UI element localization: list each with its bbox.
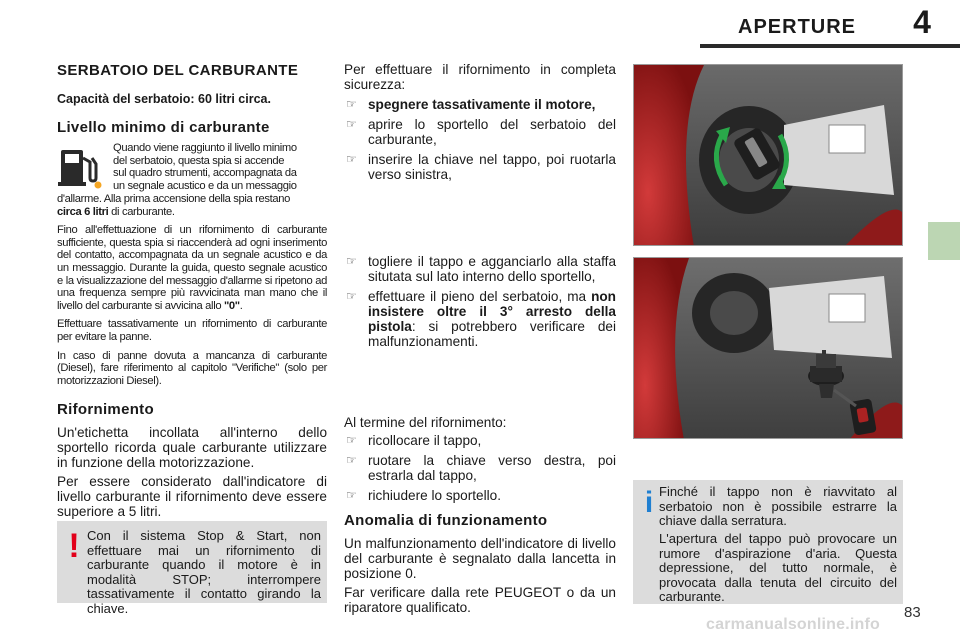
stop-start-note-text: Con il sistema Stop & Start, non effettuare mai un rifornimento di carburante quando il motore è in modalità STOP; interrompere tassativamente il contatto girando la chiave. — [87, 528, 321, 616]
page-header — [0, 0, 960, 50]
step-open-flap: ☞ aprire lo sportello del serbatoio del carburante, — [346, 117, 616, 147]
warning-lines — [113, 142, 327, 192]
column-middle — [344, 62, 616, 187]
exclamation-icon: ! — [68, 527, 80, 565]
stop-start-warning-box — [57, 521, 327, 616]
step-turn-key: ☞ ruotare la chiave verso destra, poi estrarla dal tappo, — [346, 453, 616, 483]
fuel-cap-key-illustration — [633, 64, 903, 246]
procedure-steps-b — [344, 254, 616, 349]
refuel-end-text: . — [239, 299, 243, 312]
refuel-text: Fino all'effettuazione di un rifornimento di carburante sufficiente, questa spia si riaccenderà ad ogni inserimento del contatto, accompagnata da un segnale acustico e da un messaggio. Durante la guida, questo segnale acustico e la visualizzazione del messaggio d'allarme si ripetono ad una frequenza sempre più ravvicinata man mano che il livello del carburante si avvicina allo — [57, 224, 327, 312]
refill-paragraph-2: Per essere considerato dall'indicatore di livello carburante il rifornimento deve essere superiore a 5 litri. — [57, 474, 327, 520]
pointer-icon: ☞ — [346, 97, 357, 111]
anomaly-heading: Anomalia di funzionamento — [344, 512, 548, 529]
pointer-icon: ☞ — [346, 488, 357, 502]
step-fill-tank: ☞ effettuare il pieno del serbatoio, ma non insistere oltre il 3° arresto della pistola: si potrebbero verificare dei malfunzionamenti. — [346, 289, 616, 349]
chapter-number: 4 — [913, 4, 931, 40]
step-replace-cap: ☞ ricollocare il tappo, — [346, 433, 482, 448]
pointer-icon: ☞ — [346, 254, 357, 268]
info-paragraph-1: Finché il tappo non è riavvitato al serbatoio non è possibile estrarre la chiave dalla serratura. — [659, 484, 897, 528]
procedure-intro: Per effettuare il rifornimento in completa sicurezza: — [344, 62, 616, 92]
fuel-warning-block — [57, 142, 327, 196]
capacity-text: Capacità del serbatoio: 60 litri circa. — [57, 92, 271, 106]
warning-line-1: Quando viene raggiunto il livello minimo — [113, 142, 297, 154]
pointer-icon: ☞ — [346, 117, 357, 131]
refill-heading: Rifornimento — [57, 401, 154, 419]
info-box — [633, 480, 903, 604]
column-left — [57, 62, 327, 519]
urgent-paragraph: Effettuare tassativamente un rifornimento di carburante per evitare la panne. — [57, 318, 327, 343]
anomaly-paragraph-2: Far verificare dalla rete PEUGEOT o da un riparatore qualificato. — [344, 585, 616, 615]
warning-end-text: di carburante. — [108, 205, 175, 218]
step-close-flap: ☞ richiudere lo sportello. — [346, 488, 501, 503]
pointer-icon: ☞ — [346, 152, 357, 166]
warning-tail-text: d'allarme. Alla prima accensione della spia restano — [57, 193, 291, 205]
step-insert-key: ☞ inserire la chiave nel tappo, poi ruotarla verso sinistra, — [346, 152, 616, 182]
fuel-pump-icon — [57, 144, 103, 190]
refuel-bold-text: "0" — [223, 299, 240, 312]
step-remove-cap: ☞ togliere il tappo e agganciarlo alla staffa situtata sul lato interno dello sportello, — [346, 254, 616, 284]
anomaly-paragraph-1: Un malfunzionamento dell'indicatore di livello del carburante è segnalato dalla lancetta in posizione 0. — [344, 536, 616, 581]
watermark: carmanualsonline.info — [706, 616, 881, 633]
end-intro: Al termine del rifornimento: — [344, 415, 507, 430]
refuel-paragraph — [57, 224, 327, 312]
page-number: 83 — [904, 604, 921, 621]
section-title: SERBATOIO DEL CARBURANTE — [57, 62, 299, 79]
header-rule — [700, 44, 960, 48]
info-paragraph-2: L'apertura del tappo può provocare un rumore d'aspirazione d'aria. Questa depressione, del tutto normale, è provocata dalla tenuta del circuito del carburante. — [659, 531, 897, 604]
chapter-side-tab[interactable] — [928, 222, 960, 260]
step-stop-engine: ☞ spegnere tassativamente il motore, — [346, 97, 596, 112]
fuel-cap-hanging-illustration — [633, 257, 903, 439]
pointer-icon: ☞ — [346, 289, 357, 303]
column-middle-end — [344, 415, 616, 615]
diesel-paragraph: In caso di panne dovuta a mancanza di carburante (Diesel), fare riferimento al capitolo "Verifiche" (solo per motorizzazioni Diesel). — [57, 349, 327, 387]
procedure-steps-c — [344, 433, 616, 503]
warning-bold-text: circa 6 litri — [57, 205, 109, 218]
warning-paragraph-tail — [57, 193, 327, 218]
warning-line-3: sul quadro strumenti, accompagnata da — [113, 167, 297, 180]
warning-line-2: del serbatoio, questa spia si accende — [113, 154, 285, 167]
procedure-steps-a — [344, 97, 616, 182]
refill-paragraph-1: Un'etichetta incollata all'interno dello sportello ricorda quale carburante utilizzare in funzione della motorizzazione. — [57, 425, 327, 471]
column-middle-steps-b — [344, 254, 616, 354]
pointer-icon: ☞ — [346, 453, 357, 467]
chapter-title: APERTURE — [738, 16, 857, 38]
minimum-level-heading: Livello minimo di carburante — [57, 119, 270, 136]
warning-line-4: un segnale acustico e da un messaggio — [113, 179, 297, 192]
info-icon: i — [644, 486, 654, 519]
pointer-icon: ☞ — [346, 433, 357, 447]
